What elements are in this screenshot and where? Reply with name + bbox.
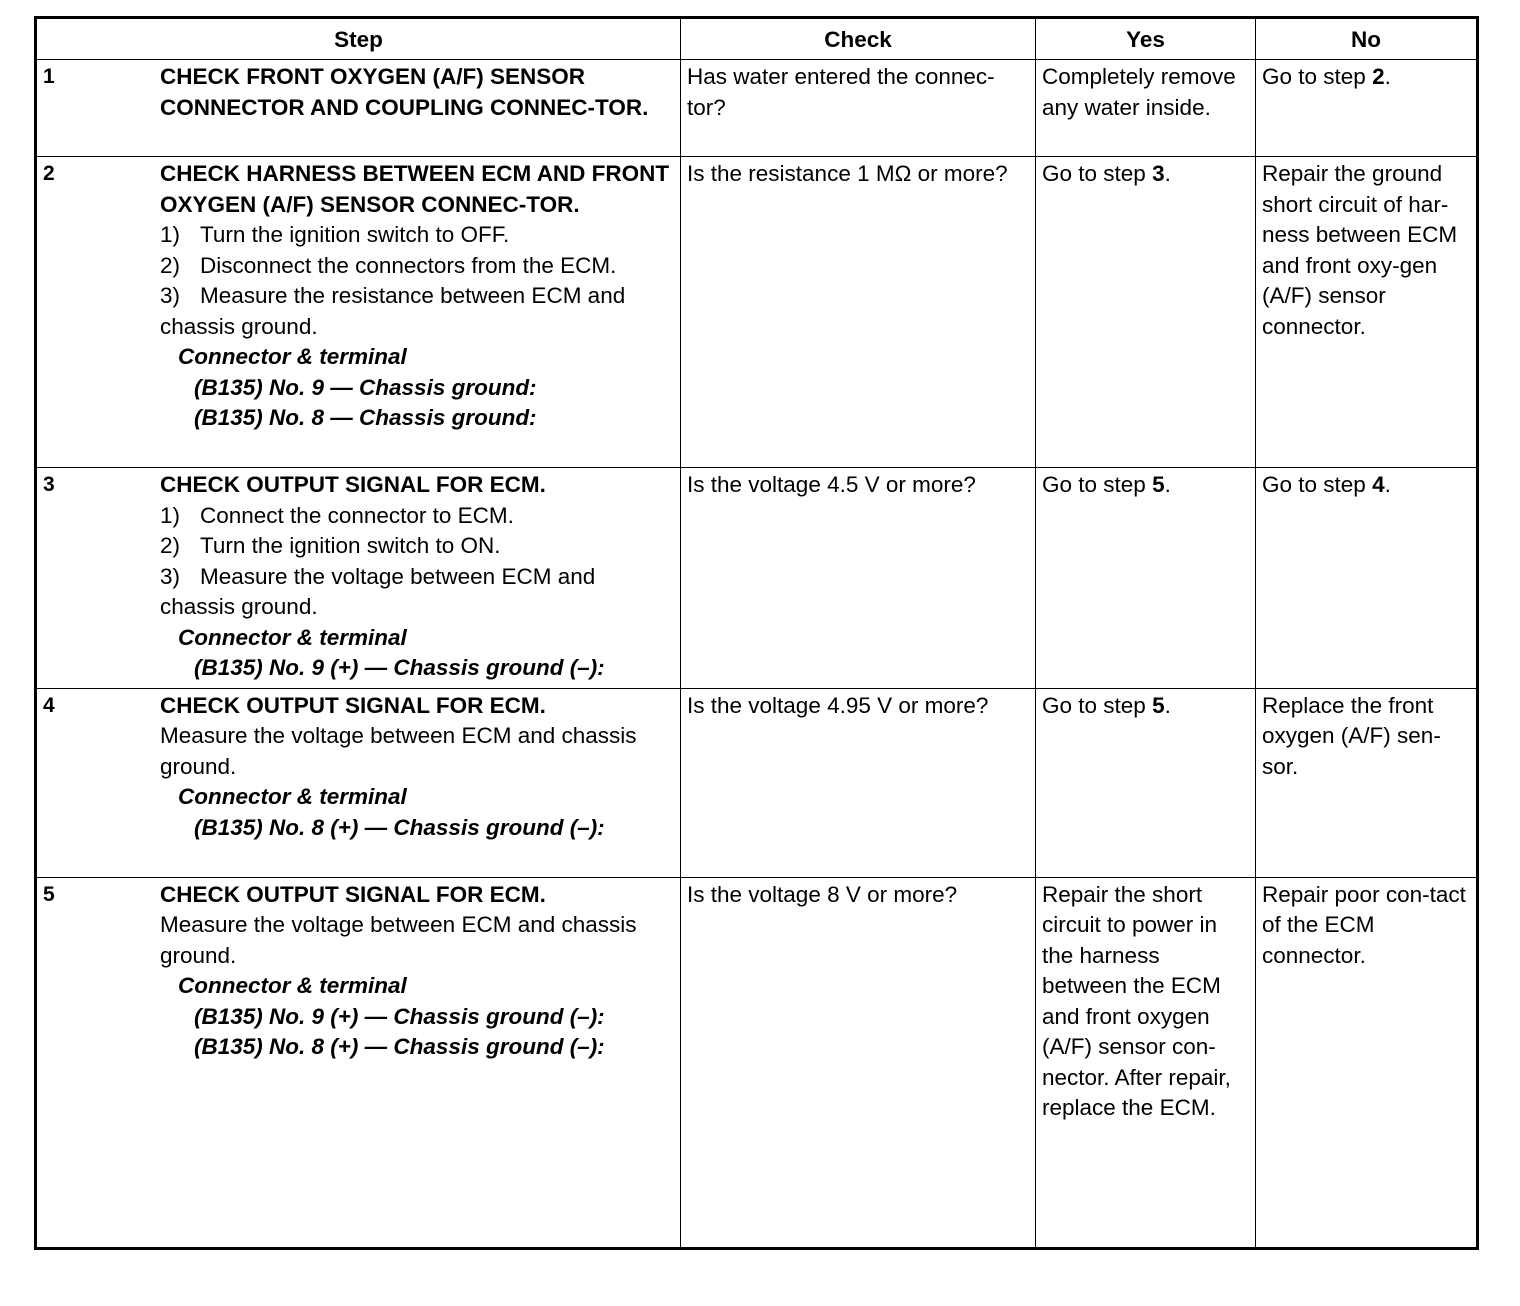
check-cell: Is the voltage 4.5 V or more? [681,468,1036,689]
check-cell: Is the voltage 8 V or more? [681,877,1036,1248]
step-cell [36,877,681,1248]
no-text: Go to step [1262,472,1373,497]
step-description: Measure the voltage between ECM and chassis ground. [160,723,637,779]
header-yes: Yes [1036,18,1256,60]
step-description: Measure the voltage between ECM and chassis ground. [160,912,637,968]
substep [160,220,674,251]
yes-suffix: . [1164,472,1171,497]
step-number: 3 [43,473,55,496]
yes-cell [1036,157,1256,468]
yes-text: Go to step [1042,472,1153,497]
check-cell: Is the resistance 1 MΩ or more? [681,157,1036,468]
connector-line: (B135) No. 8 (+) — Chassis ground (–): [194,1034,605,1059]
step-title: CHECK OUTPUT SIGNAL FOR ECM. [160,881,546,907]
no-cell: Replace the front oxygen (A/F) sen-sor. [1256,688,1478,877]
substep [160,501,674,532]
substep-text: Turn the ignition switch to ON. [200,533,501,558]
substep [160,251,674,282]
table-row [36,60,1478,157]
connector-line: (B135) No. 9 — Chassis ground: [194,374,537,400]
table-row [36,877,1478,1248]
yes-cell [1036,688,1256,877]
connector-heading: Connector & terminal [178,784,407,809]
step-title: CHECK HARNESS BETWEEN ECM AND FRONT OXYGEN (A/F) SENSOR CONNEC-TOR. [160,161,670,217]
step-reference: 4 [1372,472,1385,497]
substep [160,562,674,623]
no-cell [1256,468,1478,689]
substep-number: 2) [160,252,181,278]
step-reference: 5 [1152,472,1165,497]
yes-suffix: . [1164,692,1171,718]
connector-heading: Connector & terminal [178,344,407,369]
substep-number: 3) [160,563,181,589]
step-number: 2 [43,162,55,185]
no-cell: Repair poor con-tact of the ECM connector. [1256,877,1478,1248]
yes-cell: Repair the short circuit to power in the harness between the ECM and front oxygen (A/F) sensor con-nector. After repair, replace the ECM. [1036,877,1256,1248]
step-cell [36,468,681,689]
header-check: Check [681,18,1036,60]
step-reference: 2 [1372,64,1385,89]
yes-text: Go to step [1042,161,1153,186]
header-row [36,18,1478,60]
no-cell [1256,60,1478,157]
connector-line: (B135) No. 9 (+) — Chassis ground (–): [194,655,605,680]
header-step: Step [36,18,681,60]
substep-text: Connect the connector to ECM. [200,502,514,528]
substep-text: Disconnect the connectors from the ECM. [200,252,617,278]
substep-text: Turn the ignition switch to OFF. [200,222,510,247]
no-suffix: . [1384,64,1391,89]
table-row [36,688,1478,877]
yes-cell: Completely remove any water inside. [1036,60,1256,157]
substep [160,281,674,342]
substep-number: 3) [160,283,181,308]
no-suffix: . [1384,472,1391,497]
step-title: CHECK OUTPUT SIGNAL FOR ECM. [160,472,546,497]
diagnostic-table [34,16,1479,1250]
step-number: 1 [43,65,55,88]
yes-text: Go to step [1042,692,1153,718]
step-reference: 3 [1152,161,1165,186]
substep [160,531,674,562]
step-title: CHECK OUTPUT SIGNAL FOR ECM. [160,692,546,718]
substep-text: Measure the voltage between ECM and chassis ground. [160,563,596,619]
step-number: 5 [43,882,55,906]
step-title: CHECK FRONT OXYGEN (A/F) SENSOR CONNECTOR AND COUPLING CONNEC-TOR. [160,64,649,120]
step-cell [36,157,681,468]
connector-heading: Connector & terminal [178,973,407,998]
substep-number: 2) [160,533,181,558]
header-no: No [1256,18,1478,60]
yes-suffix: . [1164,161,1171,186]
connector-heading: Connector & terminal [178,624,407,650]
step-number: 4 [43,693,55,717]
check-cell: Is the voltage 4.95 V or more? [681,688,1036,877]
connector-line: (B135) No. 9 (+) — Chassis ground (–): [194,1003,605,1029]
table-row [36,157,1478,468]
connector-line: (B135) No. 8 — Chassis ground: [194,405,537,430]
table-row [36,468,1478,689]
yes-cell [1036,468,1256,689]
no-cell: Repair the ground short circuit of har-ness between ECM and front oxy-gen (A/F) sensor connector. [1256,157,1478,468]
step-cell [36,688,681,877]
substep-number: 1) [160,502,181,528]
step-reference: 5 [1152,692,1165,718]
substep-number: 1) [160,222,181,247]
check-cell: Has water entered the connec-tor? [681,60,1036,157]
connector-line: (B135) No. 8 (+) — Chassis ground (–): [194,814,605,840]
step-cell [36,60,681,157]
substep-text: Measure the resistance between ECM and chassis ground. [160,283,626,339]
no-text: Go to step [1262,64,1373,89]
